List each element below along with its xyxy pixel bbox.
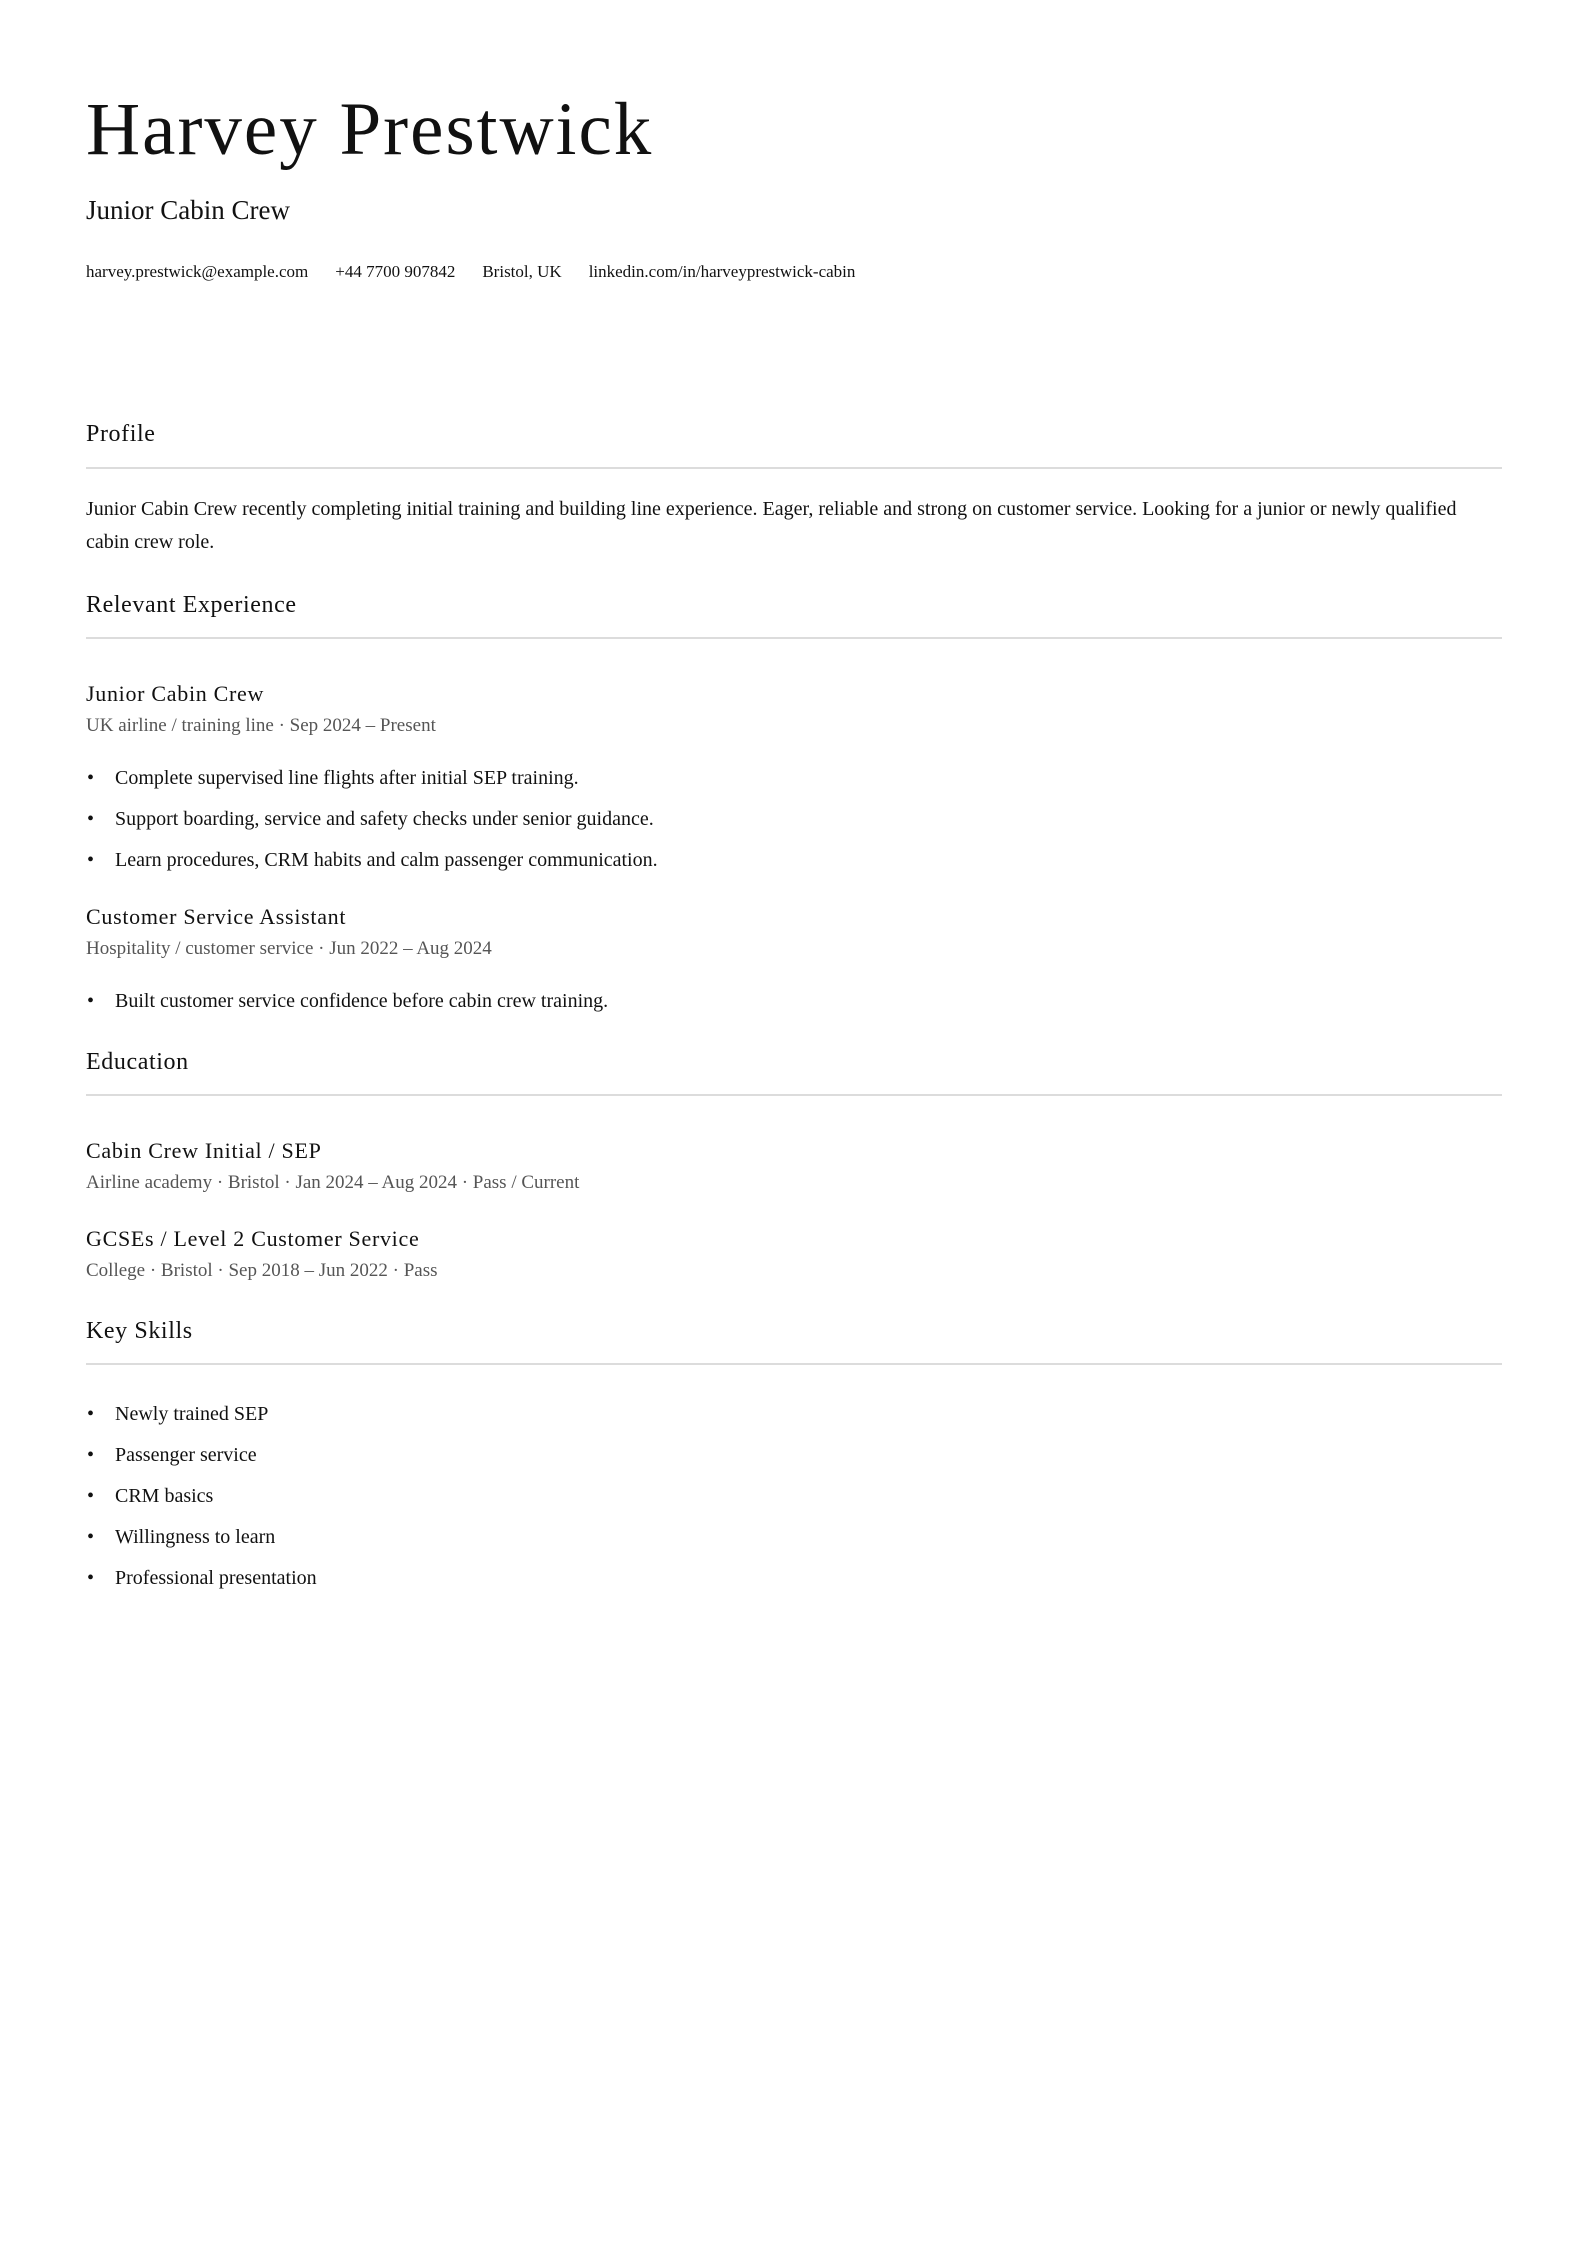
list-item: • Built customer service confidence before cabin crew training. [87,990,609,1012]
bullet-icon: • [87,1444,95,1466]
contact-location: Bristol, UK [482,262,562,281]
candidate-name: Harvey Prestwick [86,88,654,171]
bullet-icon: • [87,1526,95,1548]
experience-meta: UK airline / training line · Sep 2024 – Present [86,715,436,736]
experience-role: Customer Service Assistant [86,904,347,929]
experience-meta: Hospitality / customer service · Jun 2022 – Aug 2024 [86,938,492,959]
skills-heading: Key Skills [86,1318,193,1344]
profile-heading: Profile [86,421,156,447]
experience-bullets [86,991,608,1032]
list-item: • Newly trained SEP [87,1403,269,1425]
list-item: • CRM basics [87,1485,214,1507]
list-item: • Professional presentation [87,1567,317,1589]
education-heading: Education [86,1049,189,1075]
contact-linkedin[interactable]: linkedin.com/in/harveyprestwick-cabin [588,262,856,281]
experience-role: Junior Cabin Crew [86,681,265,706]
profile-summary: Junior Cabin Crew recently completing initial training and building line experience. Eager, reliable and strong on customer service. Looking for a junior or newly qualified cabin crew role. [86,498,1457,553]
experience-bullets [86,768,658,891]
skills-list [86,1404,317,1609]
list-item: • Complete supervised line flights after initial SEP training. [87,767,579,789]
bullet-icon: • [87,1567,95,1589]
list-item: • Support boarding, service and safety checks under senior guidance. [87,808,654,830]
contact-email[interactable]: harvey.prestwick@example.com [86,262,309,281]
education-qualification: GCSEs / Level 2 Customer Service [86,1226,420,1251]
bullet-icon: • [87,767,95,789]
list-item: • Passenger service [87,1444,257,1466]
contact-line [86,263,855,280]
education-qualification: Cabin Crew Initial / SEP [86,1138,322,1163]
education-divider [86,1094,1502,1096]
list-item: • Willingness to learn [87,1526,276,1548]
experience-divider [86,637,1502,639]
education-meta: Airline academy · Bristol · Jan 2024 – Aug 2024 · Pass / Current [86,1172,580,1193]
bullet-icon: • [87,990,95,1012]
skills-divider [86,1363,1502,1365]
candidate-headline: Junior Cabin Crew [86,195,290,225]
education-meta: College · Bristol · Sep 2018 – Jun 2022 · Pass [86,1260,438,1281]
bullet-icon: • [87,808,95,830]
list-item: • Learn procedures, CRM habits and calm passenger communication. [87,849,658,871]
contact-phone[interactable]: +44 7700 907842 [335,262,456,281]
profile-divider [86,467,1502,469]
bullet-icon: • [87,1403,95,1425]
experience-heading: Relevant Experience [86,592,297,618]
bullet-icon: • [87,1485,95,1507]
bullet-icon: • [87,849,95,871]
